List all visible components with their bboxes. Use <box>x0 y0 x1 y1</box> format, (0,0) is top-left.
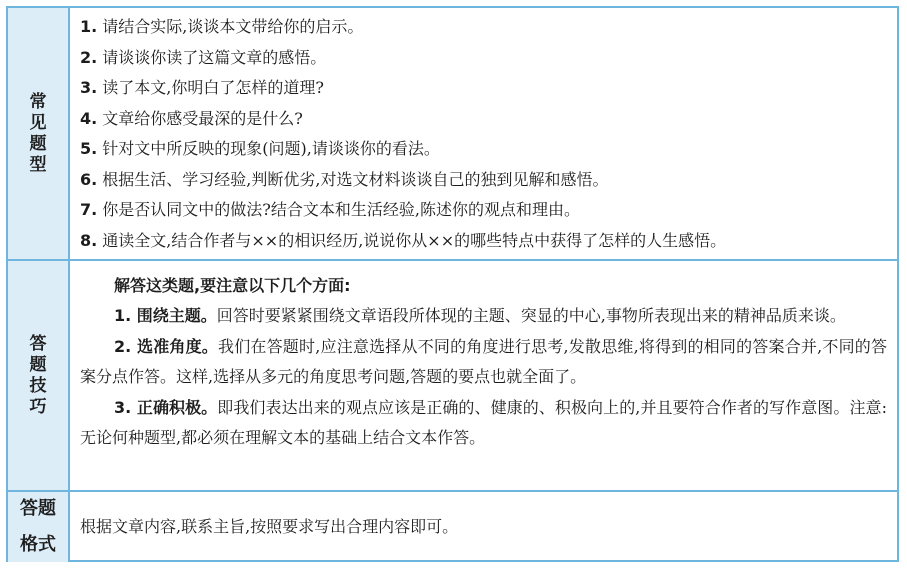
tip-number: 1. <box>114 306 132 326</box>
tip-text: 即我们表达出来的观点应该是正确的、健康的、积极向上的,并且要符合作者的写作意图。注意:无论何种题型,都必须在理解文本的基础上结合文本作答。 <box>80 397 887 448</box>
tip-paragraph <box>80 393 887 454</box>
item-number: 7. <box>80 200 98 219</box>
list-item <box>80 43 887 74</box>
tip-paragraph <box>80 332 887 393</box>
item-text: 请结合实际,谈谈本文带给你的启示。 <box>97 17 364 36</box>
item-number: 3. <box>80 78 98 97</box>
row-heading: 常见题型 <box>29 91 47 175</box>
tip-text: 我们在答题时,应注意选择从不同的角度进行思考,发散思维,将得到的相同的答案合并,不同的答案分点作答。这样,选择从多元的角度思考问题,答题的要点也就全面了。 <box>80 336 887 387</box>
tip-paragraph <box>80 301 887 331</box>
question-list <box>80 8 887 256</box>
list-item <box>80 104 887 135</box>
item-number: 5. <box>80 139 98 158</box>
list-item <box>80 12 887 43</box>
list-item <box>80 73 887 104</box>
item-text: 通读全文,结合作者与××的相识经历,说说你从××的哪些特点中获得了怎样的人生感悟。 <box>97 230 727 250</box>
row-content <box>80 492 887 562</box>
row-heading: 答题技巧 <box>29 333 47 417</box>
row-answer-format <box>8 492 897 562</box>
item-number: 2. <box>80 47 98 67</box>
tip-keyword: 围绕主题。 <box>131 306 217 326</box>
tip-number: 3. <box>114 397 132 417</box>
row-heading: 答题格式 <box>20 498 56 555</box>
row-answer-tips <box>8 261 897 492</box>
list-item <box>80 134 887 165</box>
item-number: 8. <box>80 230 98 250</box>
tip-keyword: 选准角度。 <box>131 336 218 356</box>
row-content <box>80 8 887 259</box>
tip-number: 2. <box>114 336 132 356</box>
tip-text: 回答时要紧紧围绕文章语段所体现的主题、突显的中心,事物所表现出来的精神品质来谈。 <box>216 306 846 326</box>
format-text: 根据文章内容,联系主旨,按照要求写出合理内容即可。 <box>80 517 459 536</box>
item-text: 文章给你感受最深的是什么? <box>97 108 303 128</box>
row-heading-cell <box>8 8 70 259</box>
list-item <box>80 165 887 196</box>
item-number: 4. <box>80 108 98 128</box>
tips-intro: 解答这类题,要注意以下几个方面: <box>114 276 351 295</box>
list-item <box>80 226 887 257</box>
item-text: 针对文中所反映的现象(问题),请谈谈你的看法。 <box>97 139 440 158</box>
list-item <box>80 195 887 226</box>
item-text: 根据生活、学习经验,判断优劣,对选文材料谈谈自己的独到见解和感悟。 <box>97 169 609 189</box>
tip-keyword: 正确积极。 <box>131 397 218 417</box>
info-table <box>6 6 899 562</box>
item-text: 请谈谈你读了这篇文章的感悟。 <box>97 47 327 67</box>
item-number: 6. <box>80 169 98 189</box>
item-text: 你是否认同文中的做法?结合文本和生活经验,陈述你的观点和理由。 <box>97 200 580 219</box>
row-heading-cell <box>8 492 70 562</box>
row-content <box>80 261 887 490</box>
row-heading-cell <box>8 261 70 490</box>
item-text: 读了本文,你明白了怎样的道理? <box>97 78 324 97</box>
item-number: 1. <box>80 17 98 36</box>
row-common-question-types <box>8 8 897 261</box>
